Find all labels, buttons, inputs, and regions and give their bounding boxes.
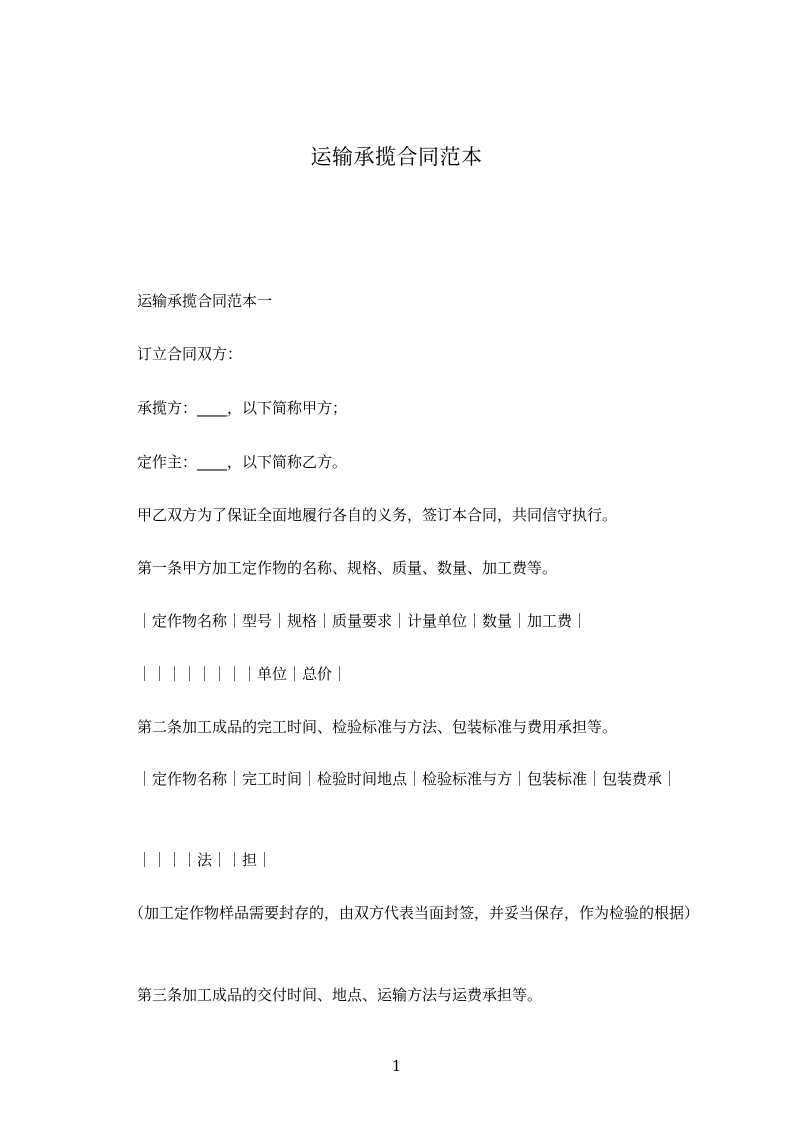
page-number: 1 [391, 1057, 402, 1075]
article-one-heading: 第一条甲方加工定作物的名称、规格、质量、数量、加工费等。 [137, 559, 558, 577]
party-b-line: 定作主：____，以下简称乙方。 [137, 453, 348, 471]
article-three-heading: 第三条加工成品的交付时间、地点、运输方法与运费承担等。 [137, 986, 543, 1004]
party-a-line: 承揽方：____，以下简称甲方； [137, 399, 348, 417]
article-two-table-header: ｜定作物名称｜完工时间｜检验时间地点｜检验标准与方｜包装标准｜包装费承｜ [137, 770, 678, 788]
article-two-heading: 第二条加工成品的完工时间、检验标准与方法、包装标准与费用承担等。 [137, 718, 618, 736]
article-two-table-subheader: ｜｜｜｜法｜｜担｜ [137, 851, 273, 869]
sample-note-paragraph: （加工定作物样品需要封存的，由双方代表当面封签，并妥当保存，作为检验的根据） [129, 904, 700, 922]
section-heading: 运输承揽合同范本一 [137, 292, 273, 310]
parties-label: 订立合同双方： [137, 345, 243, 363]
article-one-table-header: ｜定作物名称｜型号｜规格｜质量要求｜计量单位｜数量｜加工费｜ [137, 612, 588, 630]
document-title: 运输承揽合同范本 [310, 145, 483, 169]
article-one-table-subheader: ｜｜｜｜｜｜｜｜单位｜总价｜ [137, 665, 348, 683]
preamble-paragraph: 甲乙双方为了保证全面地履行各自的义务，签订本合同，共同信守执行。 [137, 506, 618, 524]
